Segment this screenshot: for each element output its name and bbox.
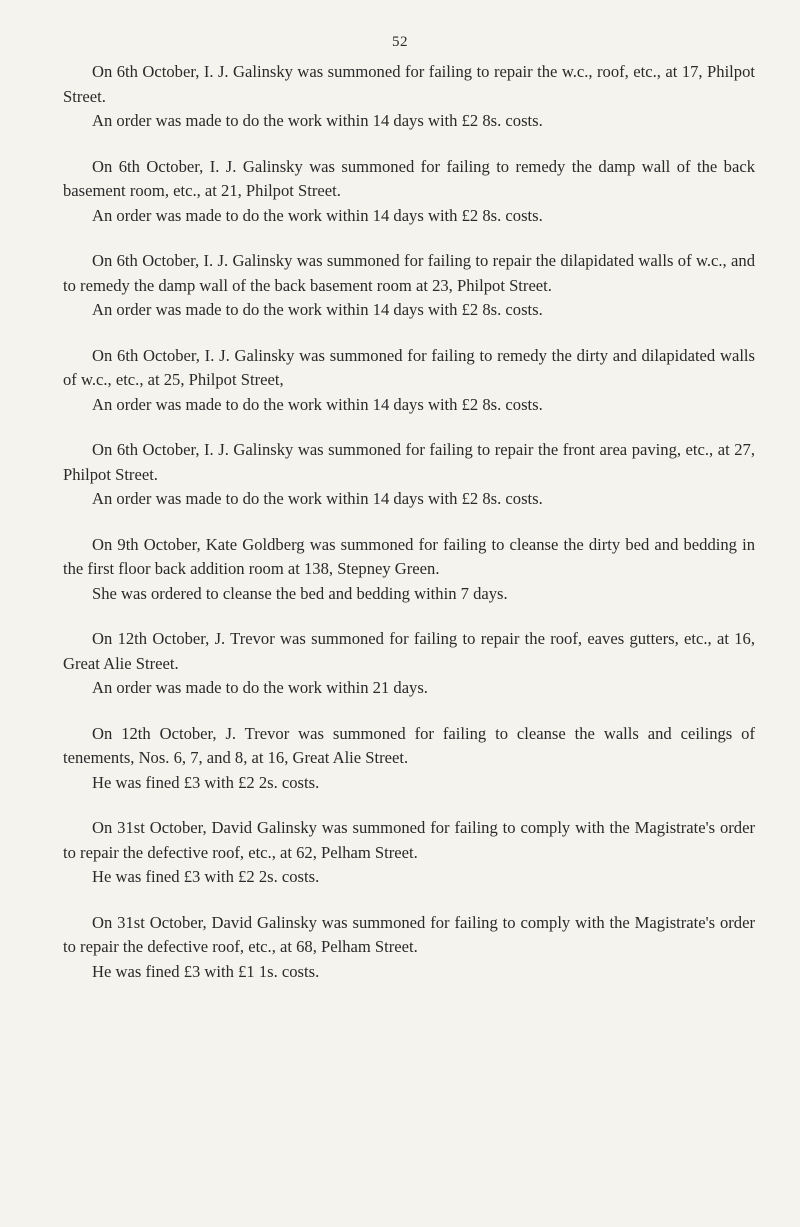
outcome-text: He was fined £3 with £2 2s. costs. bbox=[92, 867, 320, 886]
page-body bbox=[63, 60, 755, 1005]
court-entry bbox=[63, 344, 755, 418]
summons-text: On 6th October, I. J. Galinsky was summoned for failing to repair the front area paving, etc., at 27, Philpot Street. bbox=[63, 440, 755, 484]
court-entry bbox=[63, 816, 755, 890]
summons-text: On 31st October, David Galinsky was summoned for failing to comply with the Magistrate's order to repair the defective roof, etc., at 62, Pelham Street. bbox=[63, 818, 755, 862]
page-number: 52 bbox=[392, 34, 408, 50]
summons-text: On 9th October, Kate Goldberg was summoned for failing to cleanse the dirty bed and bedding in the first floor back addition room at 138, Stepney Green. bbox=[63, 534, 755, 578]
court-entry bbox=[63, 438, 755, 512]
summons-text: On 6th October, I. J. Galinsky was summoned for failing to remedy the damp wall of the back basement room, etc., at 21, Philpot Street. bbox=[63, 156, 755, 200]
court-entry bbox=[63, 911, 755, 985]
court-entry bbox=[63, 627, 755, 701]
outcome-text: An order was made to do the work within 14 days with £2 8s. costs. bbox=[92, 111, 543, 130]
outcome-text: An order was made to do the work within 14 days with £2 8s. costs. bbox=[92, 489, 543, 508]
summons-text: On 12th October, J. Trevor was summoned for failing to cleanse the walls and ceilings of tenements, Nos. 6, 7, and 8, at 16, Great Alie Street. bbox=[63, 723, 755, 767]
summons-text: On 6th October, I. J. Galinsky was summoned for failing to remedy the dirty and dilapidated walls of w.c., etc., at 25, Philpot Street, bbox=[63, 345, 755, 389]
outcome-text: An order was made to do the work within 14 days with £2 8s. costs. bbox=[92, 300, 543, 319]
outcome-text: An order was made to do the work within 14 days with £2 8s. costs. bbox=[92, 394, 543, 414]
summons-text: On 6th October, I. J. Galinsky was summoned for failing to repair the w.c., roof, etc., at 17, Philpot Street. bbox=[63, 62, 755, 106]
outcome-text: She was ordered to cleanse the bed and bedding within 7 days. bbox=[92, 583, 508, 603]
outcome-text: An order was made to do the work within 21 days. bbox=[92, 678, 428, 697]
court-entry bbox=[63, 533, 755, 607]
court-entry bbox=[63, 60, 755, 134]
outcome-text: An order was made to do the work within 14 days with £2 8s. costs. bbox=[92, 205, 543, 225]
summons-text: On 12th October, J. Trevor was summoned for failing to repair the roof, eaves gutters, etc., at 16, Great Alie Street. bbox=[63, 629, 755, 673]
summons-text: On 31st October, David Galinsky was summoned for failing to comply with the Magistrate's order to repair the defective roof, etc., at 68, Pelham Street. bbox=[63, 912, 755, 956]
court-entry bbox=[63, 722, 755, 796]
outcome-text: He was fined £3 with £2 2s. costs. bbox=[92, 772, 320, 792]
court-entry bbox=[63, 249, 755, 323]
court-entry bbox=[63, 155, 755, 229]
summons-text: On 6th October, I. J. Galinsky was summoned for failing to repair the dilapidated walls of w.c., and to remedy the damp wall of the back basement room at 23, Philpot Street. bbox=[63, 251, 755, 295]
outcome-text: He was fined £3 with £1 1s. costs. bbox=[92, 961, 320, 981]
